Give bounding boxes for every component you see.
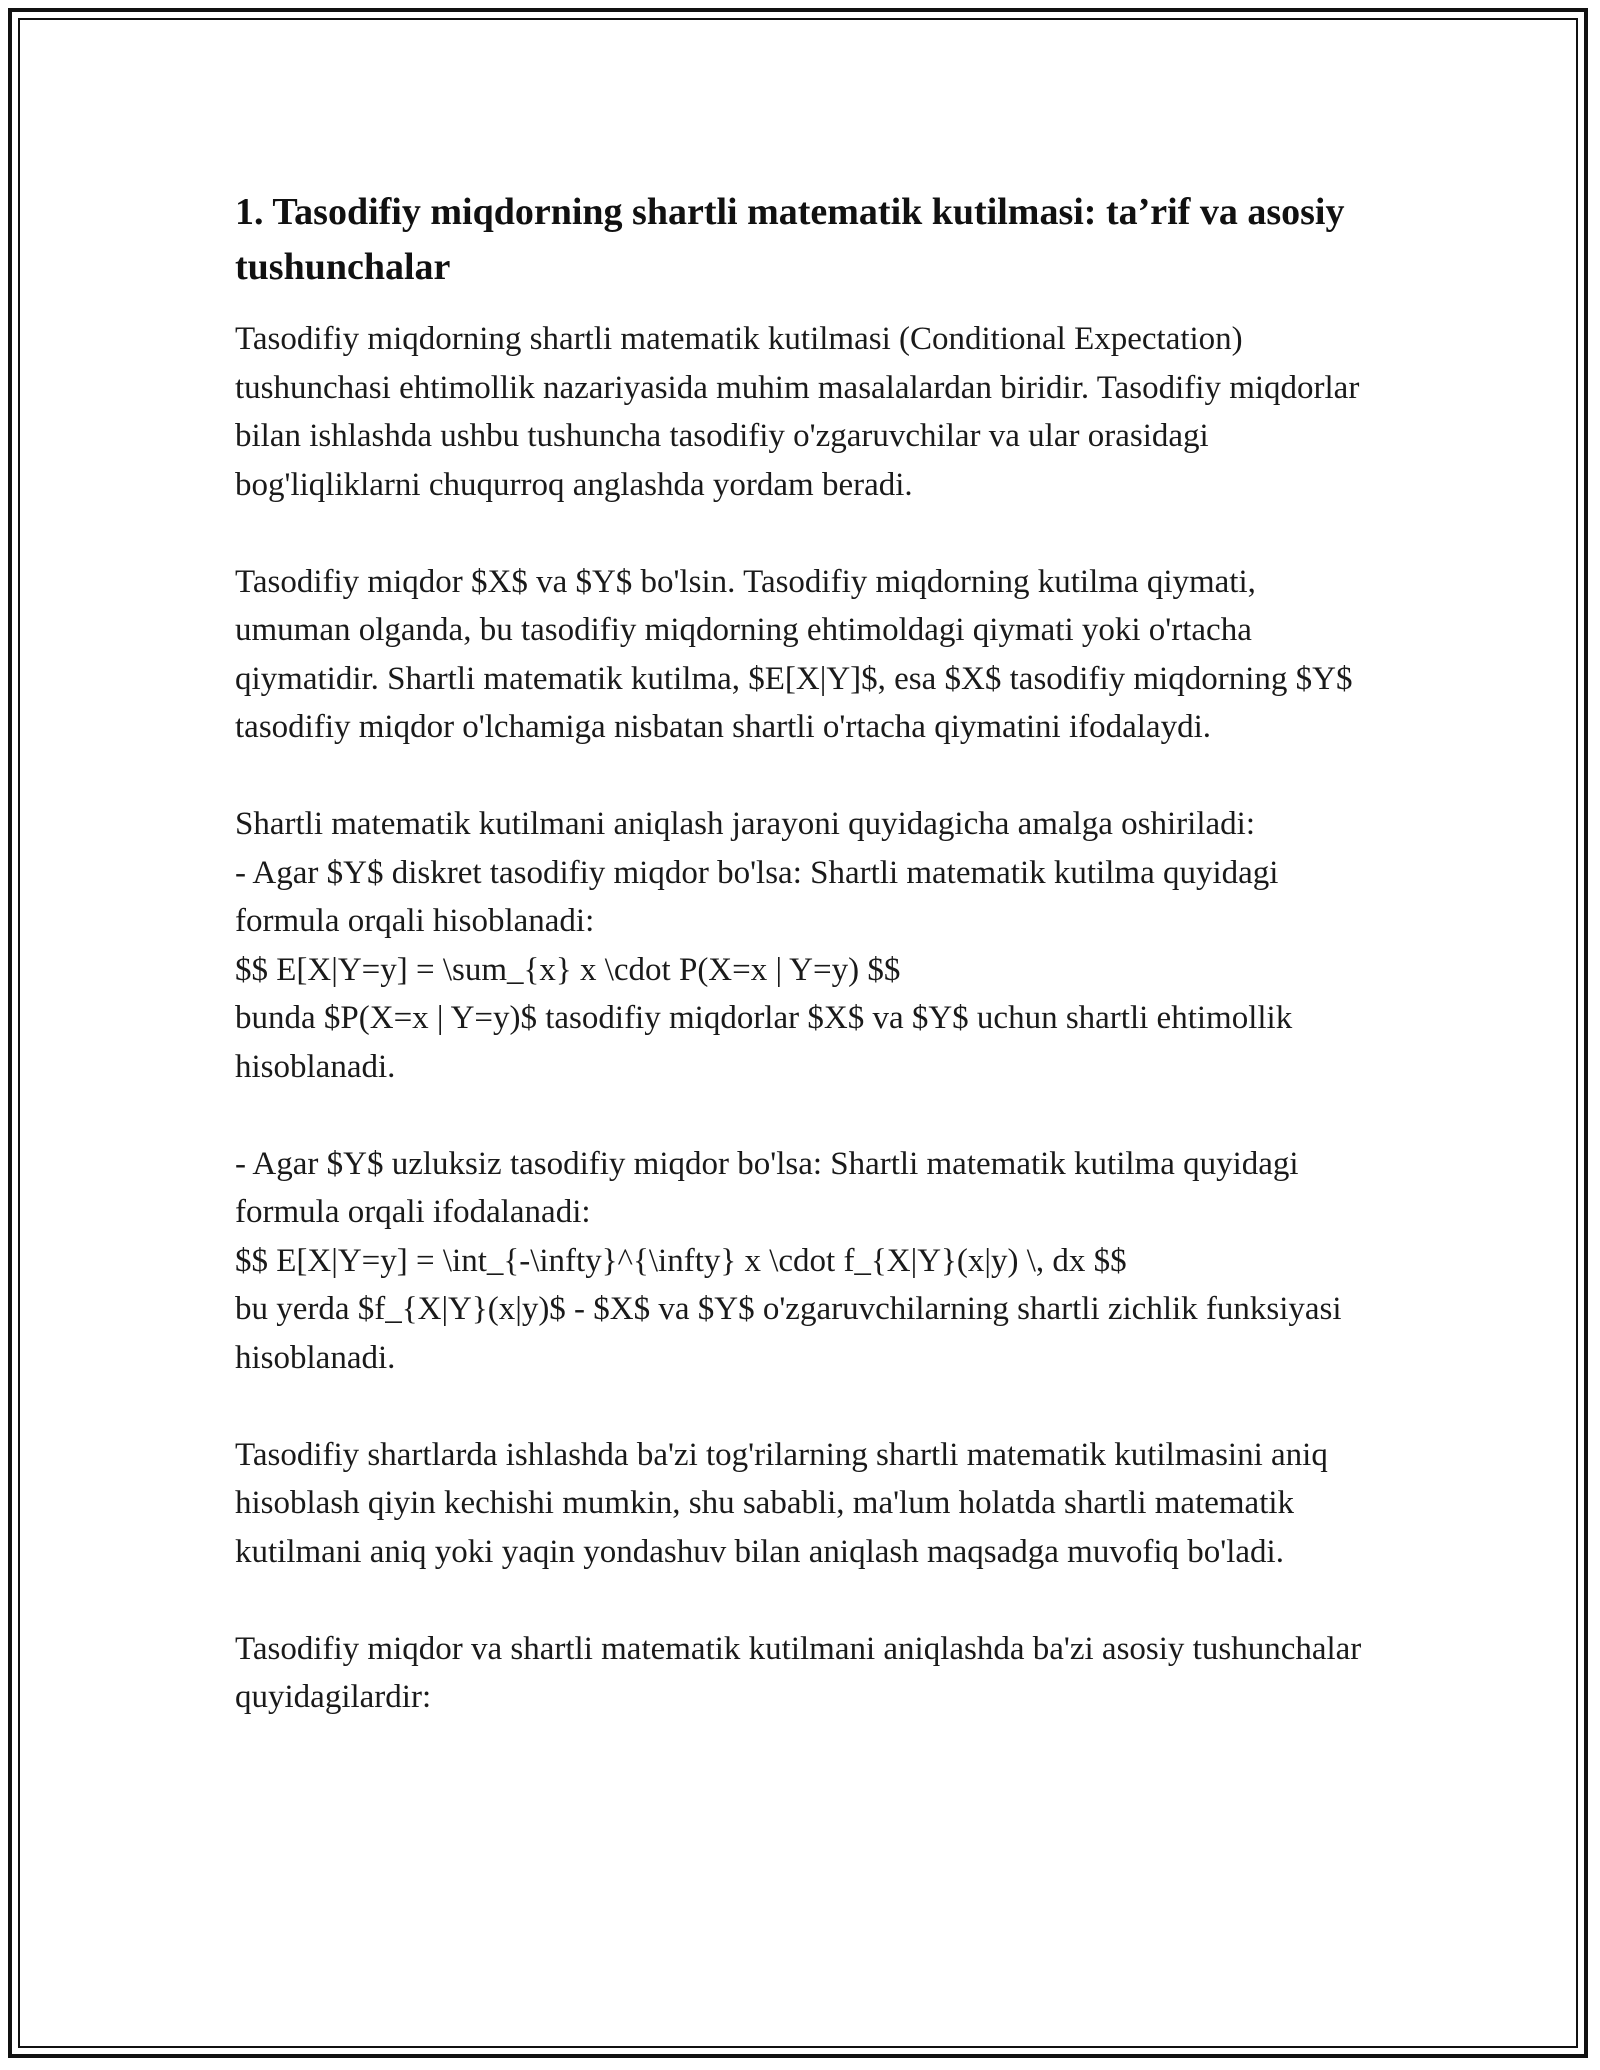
paragraph-gap — [235, 752, 1375, 801]
paragraph-gap — [235, 509, 1375, 558]
paragraph-continuous-case: - Agar $Y$ uzluksiz tasodifiy miqdor bo'lsa: Shartli matematik kutilma quyidagi formula orqali ifodalanadi: $$ E[X|Y=y] = \int_{-\infty}^{\infty} x \cdot f_{X|Y}(x|y) \, dx $$ bu yerda $f_{X|Y}(x|y)$ - $X$ va $Y$ o'zgaruvchilarning shartli zichlik funksiyasi hisoblanadi. — [235, 1145, 1342, 1376]
paragraph-gap — [235, 1382, 1375, 1431]
paragraph-key-concepts: Tasodifiy miqdor va shartli matematik kutilmani aniqlashda ba'zi asosiy tushunchalar quyidagilardir: — [235, 1630, 1362, 1715]
paragraph-gap — [235, 1091, 1375, 1140]
paragraph-definition: Tasodifiy miqdor $X$ va $Y$ bo'lsin. Tasodifiy miqdorning kutilma qiymati, umuman olganda, bu tasodifiy miqdorning ehtimoldagi qiymati yoki o'rtacha qiymatidir. Shartli matematik kutilma, $E[X|Y]$, esa $X$ tasodifiy miqdorning $Y$ tasodifiy miqdor o'lchamiga nisbatan shartli o'rtacha qiymatini ifodalaydi. — [235, 563, 1353, 745]
section-heading: 1. Tasodifiy miqdorning shartli matematik kutilmasi: ta’rif va asosiy tushunchalar — [235, 191, 1345, 288]
paragraph-discrete-case: Shartli matematik kutilmani aniqlash jarayoni quyidagicha amalga oshiriladi: - Agar $Y$ diskret tasodifiy miqdor bo'lsa: Shartli matematik kutilma quyidagi formula orqali hisoblanadi: $$ E[X|Y=y] = \sum_{x} x \cdot P(X=x | Y=y) $$ bunda $P(X=x | Y=y)$ tasodifiy miqdorlar $X$ va $Y$ uchun shartli ehtimollik hisoblanadi. — [235, 806, 1293, 1085]
paragraph-approximation: Tasodifiy shartlarda ishlashda ba'zi tog'rilarning shartli matematik kutilmasini aniq hisoblash qiyin kechishi mumkin, shu sababli, ma'lum holatda shartli matematik kutilmani aniq yoki yaqin yondashuv bilan aniqlash maqsadga muvofiq bo'ladi. — [235, 1436, 1328, 1570]
paragraph-gap — [235, 1576, 1375, 1625]
paragraph-intro: Tasodifiy miqdorning shartli matematik kutilmasi (Conditional Expectation) tushunchasi ehtimollik nazariyasida muhim masalalardan biridir. Tasodifiy miqdorlar bilan ishlashda ushbu tushuncha tasodifiy o'zgaruvchilar va ular orasidagi bog'liqliklarni chuqurroq anglashda yordam beradi. — [235, 321, 1360, 503]
document-body — [235, 185, 1375, 1722]
